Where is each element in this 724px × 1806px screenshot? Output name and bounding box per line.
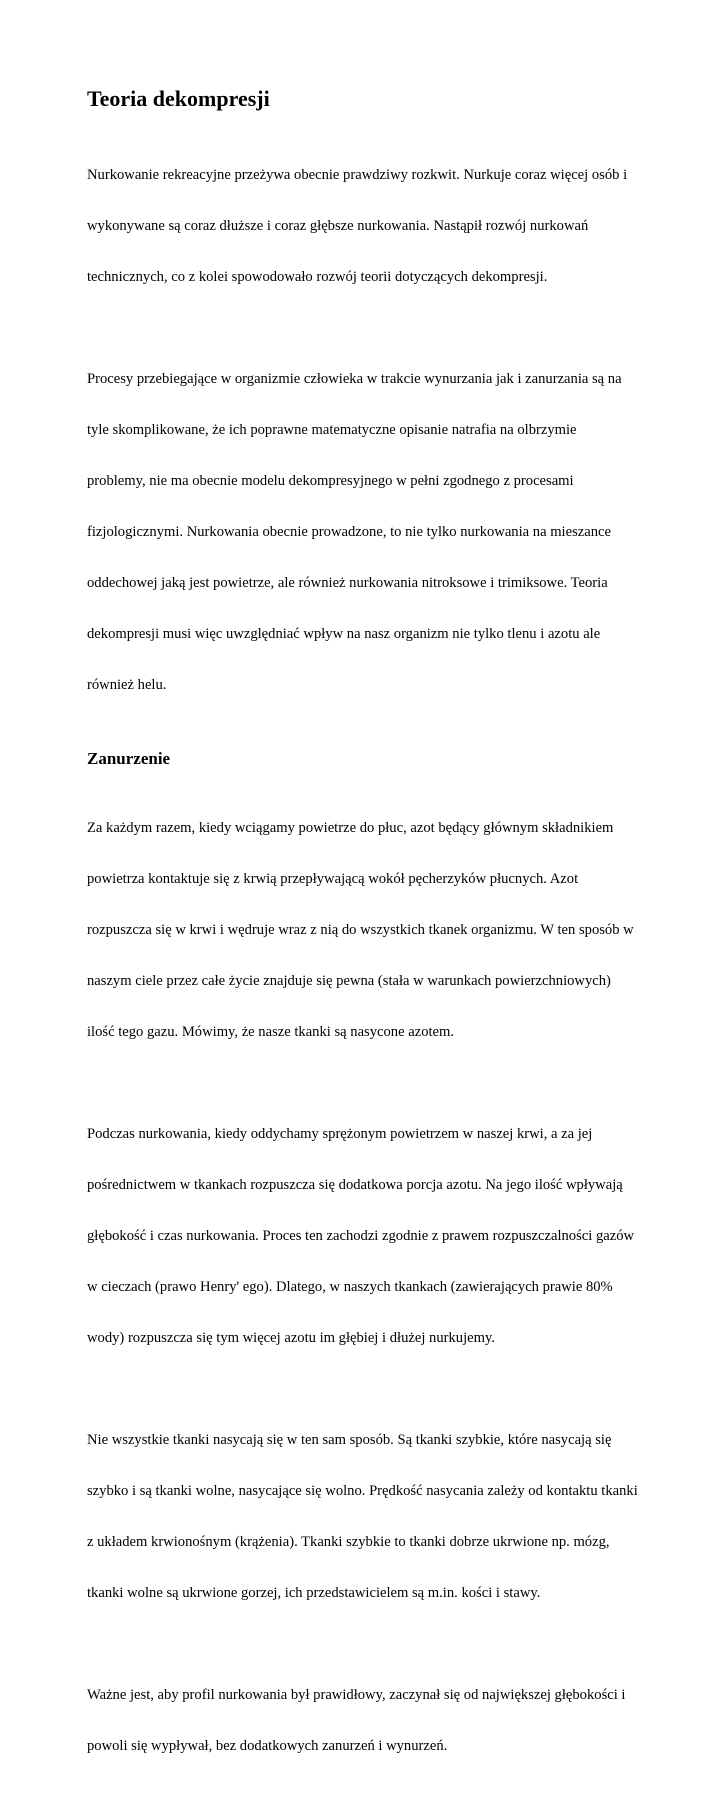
text-line: z układem krwionośnym (krążenia). Tkanki szybkie to tkanki dobrze ukrwione np. mózg,	[87, 1534, 610, 1550]
intro-paragraph-2	[87, 337, 647, 728]
text-line: dekompresji musi więc uwzględniać wpływ na nasz organizm nie tylko tlenu i azotu ale	[87, 626, 601, 642]
document-page	[87, 86, 647, 1806]
text-line: tkanki wolne są ukrwione gorzej, ich przedstawicielem są m.in. kości i stawy.	[87, 1585, 541, 1601]
text-line: rozpuszcza się w krwi i wędruje wraz z nią do wszystkich tkanek organizmu. W ten sposób w	[87, 922, 634, 938]
text-line: szybko i są tkanki wolne, nasycające się wolno. Prędkość nasycania zależy od kontaktu tkanki	[87, 1483, 638, 1499]
text-line: powoli się wypływał, bez dodatkowych zanurzeń i wynurzeń.	[87, 1738, 448, 1754]
text-line: problemy, nie ma obecnie modelu dekompresyjnego w pełni zgodnego z procesami	[87, 473, 574, 489]
document-title: Teoria dekompresji	[87, 86, 270, 111]
text-line: pośrednictwem w tkankach rozpuszcza się dodatkowa porcja azotu. Na jego ilość wpływają	[87, 1177, 623, 1193]
text-line: Procesy przebiegające w organizmie człowieka w trakcie wynurzania jak i zanurzania są na	[87, 371, 622, 387]
section-paragraph-2	[87, 1092, 647, 1381]
text-line: technicznych, co z kolei spowodowało rozwój teorii dotyczących dekompresji.	[87, 269, 548, 285]
text-line: tyle skomplikowane, że ich poprawne matematyczne opisanie natrafia na olbrzymie	[87, 422, 577, 438]
text-line: Ważne jest, aby profil nurkowania był prawidłowy, zaczynał się od największej głębokości i	[87, 1687, 626, 1703]
text-line: powietrza kontaktuje się z krwią przepływającą wokół pęcherzyków płucnych. Azot	[87, 871, 579, 887]
text-line: Nie wszystkie tkanki nasycają się w ten sam sposób. Są tkanki szybkie, które nasycają się	[87, 1432, 612, 1448]
text-line: naszym ciele przez całe życie znajduje się pewna (stała w warunkach powierzchniowych)	[87, 973, 611, 989]
text-line: ilość tego gazu. Mówimy, że nasze tkanki są nasycone azotem.	[87, 1024, 455, 1040]
text-line: głębokość i czas nurkowania. Proces ten zachodzi zgodnie z prawem rozpuszczalności gazów	[87, 1228, 635, 1244]
text-line: Za każdym razem, kiedy wciągamy powietrze do płuc, azot będący głównym składnikiem	[87, 820, 614, 836]
text-line: w cieczach (prawo Henry' ego). Dlatego, w naszych tkankach (zawierających prawie 80%	[87, 1279, 613, 1295]
text-line: również helu.	[87, 677, 167, 693]
text-line: wykonywane są coraz dłuższe i coraz głębsze nurkowania. Nastąpił rozwój nurkowań	[87, 218, 589, 234]
section-paragraph-4	[87, 1653, 647, 1789]
text-line: Nurkowanie rekreacyjne przeżywa obecnie prawdziwy rozkwit. Nurkuje coraz więcej osób i	[87, 167, 628, 183]
intro-paragraph-1	[87, 133, 647, 320]
section-heading-zanurzenie: Zanurzenie	[87, 749, 171, 768]
text-line: Podczas nurkowania, kiedy oddychamy sprężonym powietrzem w naszej krwi, a za jej	[87, 1126, 593, 1142]
section-paragraph-1	[87, 786, 647, 1075]
text-line: wody) rozpuszcza się tym więcej azotu im głębiej i dłużej nurkujemy.	[87, 1330, 495, 1346]
text-line: oddechowej jaką jest powietrze, ale również nurkowania nitroksowe i trimiksowe. Teoria	[87, 575, 608, 591]
section-paragraph-3	[87, 1398, 647, 1636]
text-line: fizjologicznymi. Nurkowania obecnie prowadzone, to nie tylko nurkowania na mieszance	[87, 524, 611, 540]
